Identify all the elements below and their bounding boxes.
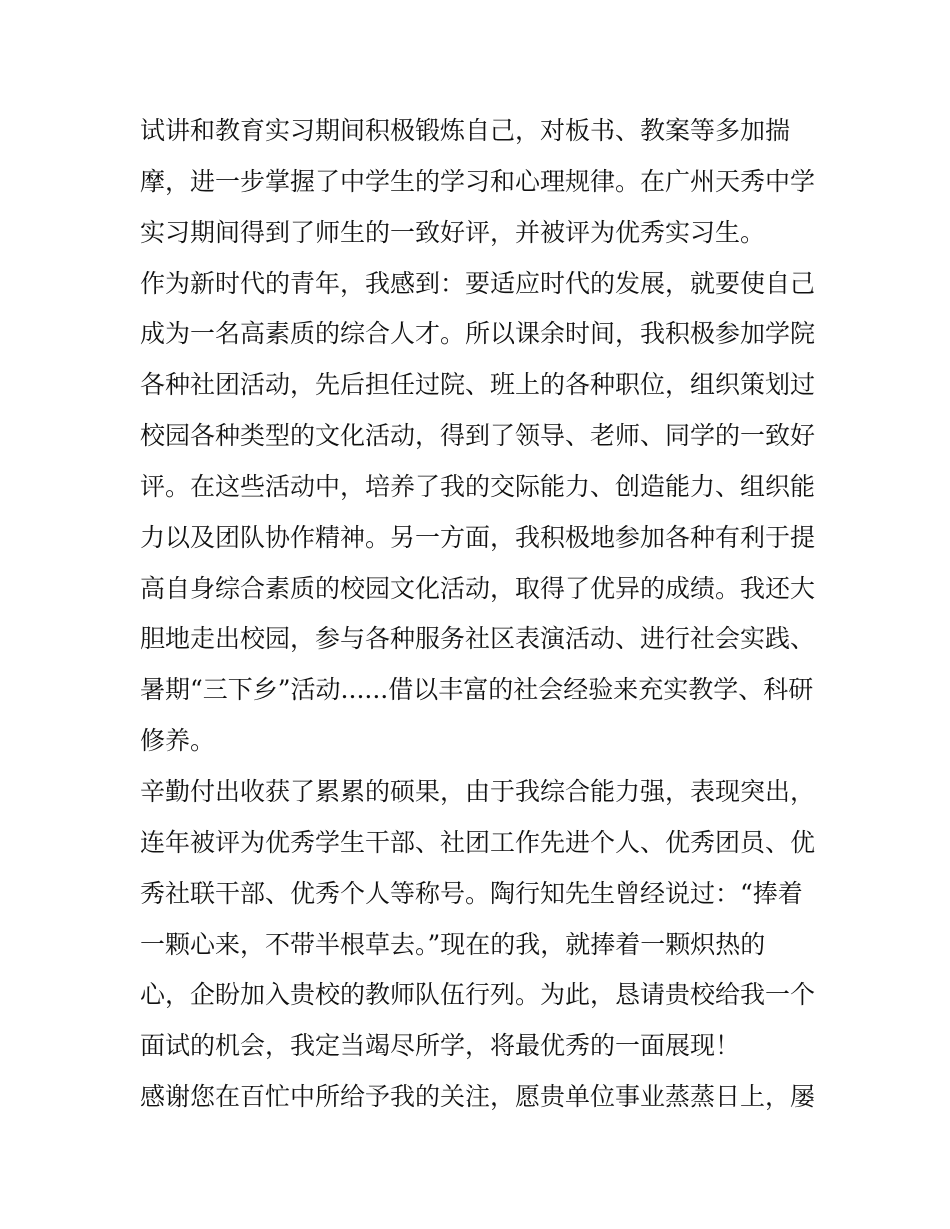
text-line: 力以及团队协作精神。另一方面，我积极地参加各种有利于提 [140,522,816,552]
text-line: 高自身综合素质的校园文化活动，取得了优异的成绩。我还大 [140,573,816,603]
text-line: 面试的机会，我定当竭尽所学，将最优秀的一面展现！ [140,1031,741,1061]
text-line: 实习期间得到了师生的一致好评，并被评为优秀实习生。 [140,217,766,247]
text-line: 心，企盼加入贵校的教师队伍行列。为此，恳请贵校给我一个 [140,980,816,1010]
text-line: 成为一名高素质的综合人才。所以课余时间，我积极参加学院 [140,319,816,349]
text-line: 摩，进一步掌握了中学生的学习和心理规律。在广州天秀中学 [140,166,816,196]
text-line: 校园各种类型的文化活动，得到了领导、老师、同学的一致好 [140,421,816,451]
text-line: 感谢您在百忙中所给予我的关注，愿贵单位事业蒸蒸日上，屡 [140,1082,816,1112]
text-line: 修养。 [140,726,216,756]
text-line: 作为新时代的青年，我感到：要适应时代的发展，就要使自己 [140,268,816,298]
text-line: 胆地走出校园，参与各种服务社区表演活动、进行社会实践、 [140,624,816,654]
text-line: 一颗心来，不带半根草去。”现在的我，就捧着一颗炽热的 [140,929,766,959]
text-line: 连年被评为优秀学生干部、社团工作先进个人、优秀团员、优 [140,827,816,857]
text-line: 各种社团活动，先后担任过院、班上的各种职位，组织策划过 [140,370,816,400]
text-line: 试讲和教育实习期间积极锻炼自己，对板书、教案等多加揣 [140,116,791,145]
text-line: 暑期“三下乡”活动......借以丰富的社会经验来充实教学、科研 [140,675,814,705]
text-line: 秀社联干部、优秀个人等称号。陶行知先生曾经说过：“捧着 [140,878,803,908]
letter-body-text [140,106,820,1123]
text-line: 辛勤付出收获了累累的硕果，由于我综合能力强，表现突出， [140,776,816,806]
text-line: 评。在这些活动中，培养了我的交际能力、创造能力、组织能 [140,471,816,501]
